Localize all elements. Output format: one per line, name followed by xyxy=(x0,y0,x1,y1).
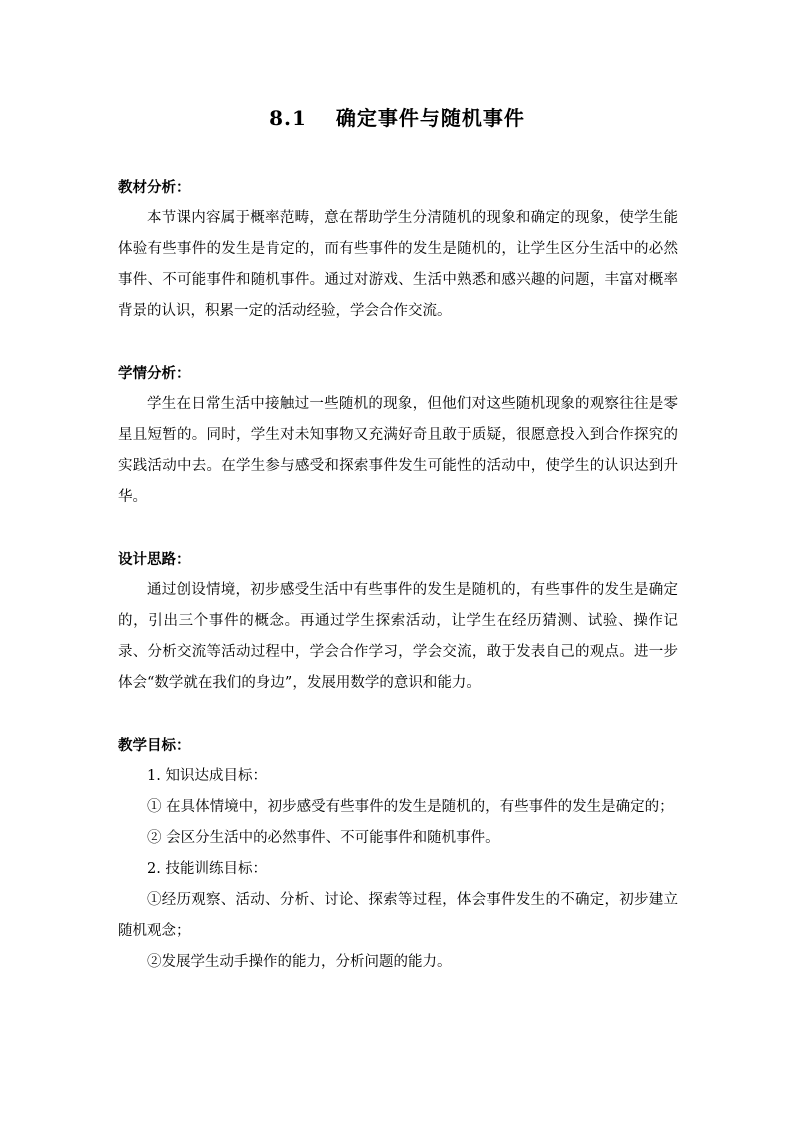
section-heading: 教学目标： xyxy=(118,737,191,754)
goal-item: ① 在具体情境中，初步感受有些事件的发生是随机的，有些事件的发生是确定的； xyxy=(147,799,674,815)
section-paragraph: 学生在日常生活中接触过一些随机的现象，但他们对这些随机现象的观察往往是零星且短暂的。同时，学生对未知事物又充满好奇且敢于质疑，很愿意投入到合作探究的实践活动中去。在学生参与感受和探索事件发生可能性的活动中，使学生的认识达到升华。 xyxy=(118,396,678,505)
section-design-ideas xyxy=(118,544,678,699)
section-heading: 教材分析： xyxy=(118,179,191,196)
section-paragraph: 通过创设情境，初步感受生活中有些事件的发生是随机的，有些事件的发生是确定的，引出三个事件的概念。再通过学生探索活动，让学生在经历猜测、试验、操作记录、分析交流等活动过程中，学会合作学习，学会交流，敢于发表自己的观点。进一步体会“数学就在我们的身边”，发展用数学的意识和能力。 xyxy=(118,582,678,691)
goal-item: 2. 技能训练目标： xyxy=(147,861,267,877)
section-heading: 学情分析： xyxy=(118,365,191,382)
section-paragraph: 本节课内容属于概率范畴，意在帮助学生分清随机的现象和确定的现象，使学生能体验有些事件的发生是肯定的，而有些事件的发生是随机的，让学生区分生活中的必然事件、不可能事件和随机事件。通过对游戏、生活中熟悉和感兴趣的问题，丰富对概率背景的认识，积累一定的活动经验，学会合作交流。 xyxy=(118,210,678,319)
page-title: 8.1 确定事件与随机事件 xyxy=(269,106,525,130)
section-student-analysis xyxy=(118,358,678,513)
section-textbook-analysis xyxy=(118,172,678,327)
goal-item: 1. 知识达成目标： xyxy=(147,768,267,784)
goal-item: ② 会区分生活中的必然事件、不可能事件和随机事件。 xyxy=(147,830,500,846)
goal-item: ①经历观察、活动、分析、讨论、探索等过程，体会事件发生的不确定，初步建立随机观念； xyxy=(118,892,678,939)
section-heading: 设计思路： xyxy=(118,551,191,568)
section-teaching-goals xyxy=(118,730,678,978)
document-body xyxy=(118,172,678,978)
goal-item: ②发展学生动手操作的能力，分析问题的能力。 xyxy=(147,954,452,970)
